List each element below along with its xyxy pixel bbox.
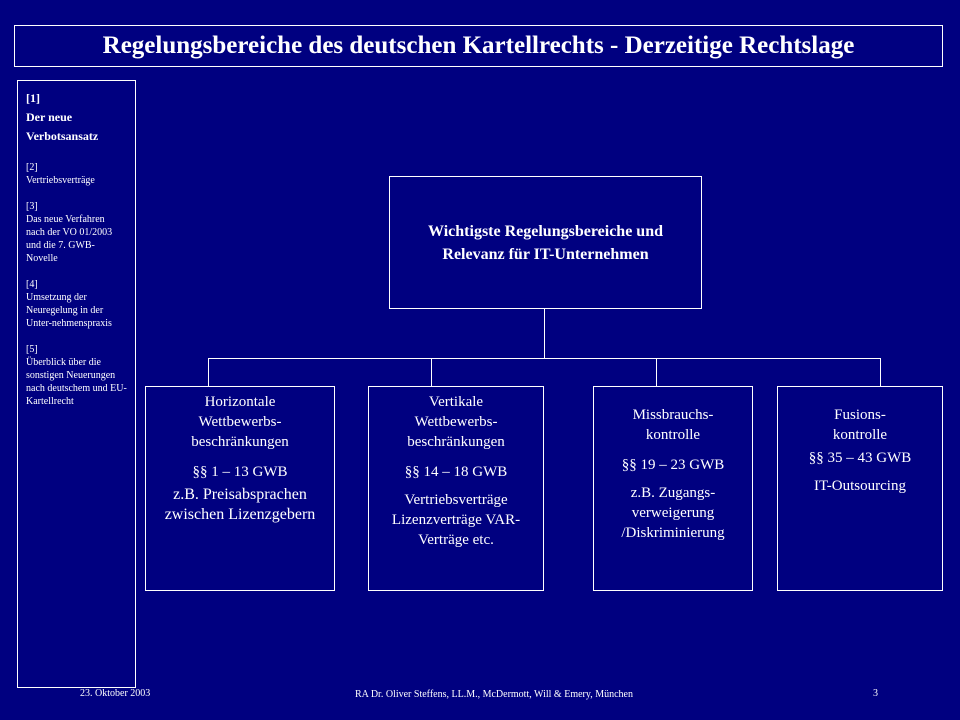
sidebar-item-label: Vertriebsverträge [26, 175, 95, 186]
connector-branch-1 [208, 358, 209, 386]
category-heading: Missbrauchs-kontrolle [632, 407, 714, 443]
connector-horizontal [208, 358, 881, 359]
sidebar-item-label: Überblick über die sonstigen Neuerungen nach deutschem und EU-Kartellrecht [26, 357, 127, 407]
category-example: z.B. Preisabsprachen zwischen Lizenzgebern [164, 486, 316, 523]
sidebar-item-label: Umsetzung der Neuregelung in der Unter-nehmenspraxis [26, 292, 112, 329]
category-fusion [777, 386, 943, 591]
category-example: z.B. Zugangs-verweigerung /Diskriminierung [621, 485, 725, 541]
sidebar-item-3[interactable]: [3] Das neue Verfahren nach der VO 01/2003 und die 7. GWB-Novelle [26, 201, 113, 264]
category-heading: Fusions-kontrolle [832, 407, 888, 443]
category-heading: Horizontale Wettbewerbs-beschränkungen [191, 394, 289, 450]
root-box: Wichtigste Regelungsbereiche und Relevanz für IT-Unternehmen [389, 176, 702, 309]
footer-date: 23. Oktober 2003 [80, 688, 151, 699]
connector-vertical-root [544, 309, 545, 358]
category-law: §§ 1 – 13 GWB [192, 464, 288, 480]
sidebar-item-2[interactable]: [2] Vertriebsverträge [26, 162, 95, 186]
connector-branch-3 [656, 358, 657, 386]
category-horizontal [145, 386, 335, 591]
category-law: §§ 19 – 23 GWB [621, 457, 725, 473]
sidebar-item-label: Der neue Verbotsansatz [26, 110, 99, 143]
sidebar-navigation [17, 80, 136, 688]
sidebar-item-5[interactable]: [5] Überblick über die sonstigen Neuerungen nach deutschem und EU-Kartellrecht [26, 344, 127, 407]
sidebar-item-1[interactable]: [1] Der neue Verbotsansatz [26, 91, 99, 143]
category-law: §§ 14 – 18 GWB [404, 464, 508, 480]
category-example: Vertriebsverträge Lizenzverträge VAR-Verträge etc. [391, 492, 521, 548]
category-heading: Vertikale Wettbewerbs-beschränkungen [407, 394, 505, 450]
category-missbrauch [593, 386, 753, 591]
connector-branch-4 [880, 358, 881, 386]
category-law: §§ 35 – 43 GWB [808, 450, 912, 466]
footer-author: RA Dr. Oliver Steffens, LL.M., McDermott, Will & Emery, München [355, 689, 633, 700]
category-example: IT-Outsourcing [814, 478, 906, 494]
slide-title: Regelungsbereiche des deutschen Kartellrechts - Derzeitige Rechtslage [14, 25, 943, 67]
sidebar-item-4[interactable]: [4] Umsetzung der Neuregelung in der Unter-nehmenspraxis [26, 279, 112, 329]
category-vertical [368, 386, 544, 591]
sidebar-item-label: Das neue Verfahren nach der VO 01/2003 und die 7. GWB-Novelle [26, 214, 113, 264]
connector-branch-2 [431, 358, 432, 386]
page-number: 3 [873, 688, 878, 699]
